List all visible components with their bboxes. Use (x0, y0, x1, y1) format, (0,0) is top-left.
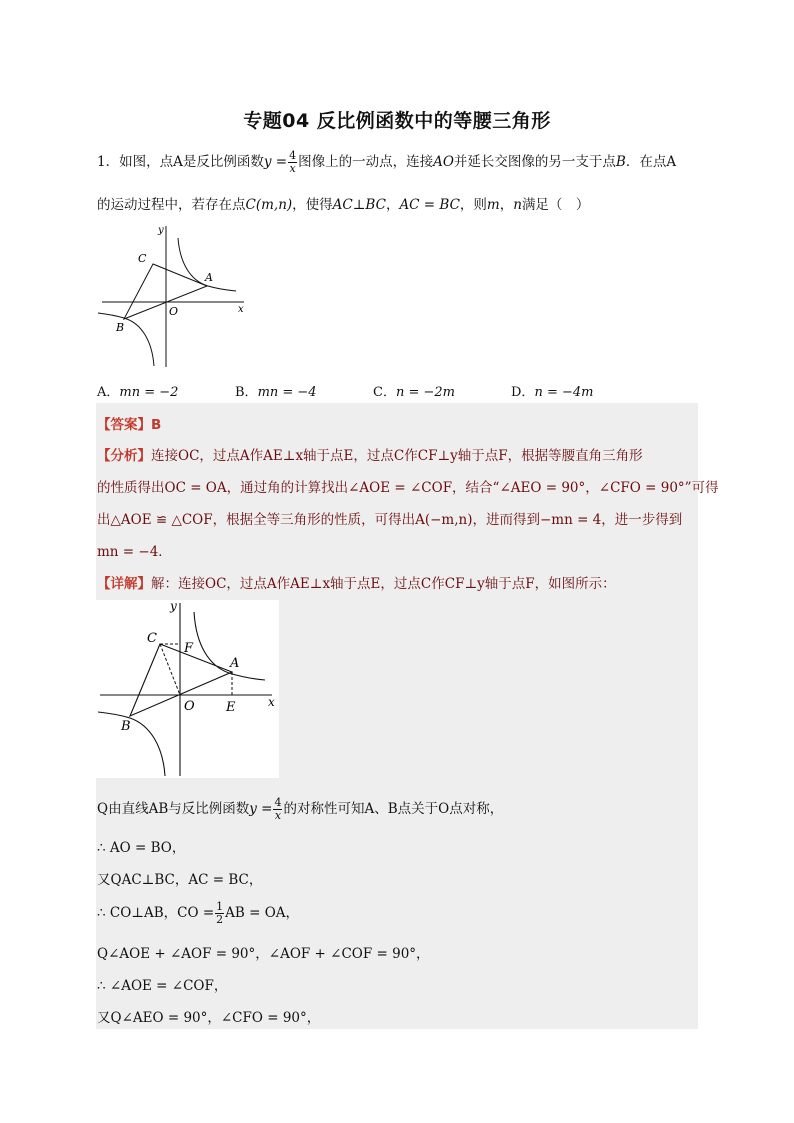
analysis-line-4: mn = −4． (97, 544, 172, 560)
axis-label-x: x (238, 304, 244, 315)
page-title: 专题04 反比例函数中的等腰三角形 (243, 110, 551, 132)
label-C: C (138, 252, 147, 265)
variable: m (486, 197, 500, 213)
step-4: ∴ CO⊥AB，CO = $\frac{1}{2}$ AB = OA， (97, 900, 300, 926)
analysis-line-2: 的性质得出OC = OA，通过角的计算找出∠AOE = ∠COF，结合“∠AEO = 90°，∠CFO = 90°”可得 (97, 480, 719, 496)
choice-b[interactable]: B．mn = −4 (235, 385, 317, 400)
axis-label-y: y (158, 225, 164, 236)
choice-a[interactable]: A．mn = −2 (97, 385, 179, 400)
question-text: 图像上的一动点，连接 (298, 154, 434, 170)
label-E: E (226, 700, 236, 715)
condition: AC⊥BC (332, 197, 386, 213)
detail-line-1 (97, 572, 616, 592)
answer-value: B (151, 417, 162, 433)
axis-label-x: x (268, 695, 275, 709)
label-B: B (116, 321, 125, 334)
question-text: ， (499, 197, 514, 213)
point-label: C(m,n) (245, 197, 293, 213)
hyperbola-branch (98, 712, 165, 776)
segment-OC (160, 644, 180, 695)
question-text: ，使得 (292, 197, 333, 213)
axis-label-y: y (170, 600, 177, 613)
analysis-text: 连接OC，过点A作AE⊥x轴于点E，过点C作CF⊥y轴于点F，根据等腰直角三角形 (151, 448, 643, 464)
label-C: C (147, 631, 157, 646)
step-3: 又QAC⊥BC，AC = BC， (97, 872, 263, 888)
question-line-2 (97, 193, 589, 213)
fraction: $\frac{4}{x}$ (289, 149, 297, 175)
question-text: 并延长交图像的另一支于点 (453, 154, 616, 170)
question-text: 满足（ ） (521, 197, 590, 213)
step-5: Q∠AOE + ∠AOF = 90°，∠AOF + ∠COF = 90°， (97, 946, 430, 962)
triangle-ABC (130, 644, 232, 716)
label-B: B (121, 719, 131, 734)
step-1: Q由直线AB与反比例函数y = $\frac{4}{x}$ 的对称性可知A、B点关于O点对称， (97, 796, 504, 822)
step-2: ∴ AO = BO， (97, 840, 186, 856)
step-7: 又Q∠AEO = 90°，∠CFO = 90°， (97, 1010, 321, 1026)
detail-text: 解：连接OC，过点A作AE⊥x轴于点E，过点C作CF⊥y轴于点F，如图所示： (151, 576, 616, 592)
label-O: O (169, 305, 179, 318)
answer-line (97, 413, 161, 433)
answer-tag: 【答案】 (97, 417, 151, 433)
step-6: ∴ ∠AOE = ∠COF， (97, 978, 228, 994)
analysis-line-3: 出△AOE ≌ △COF，根据全等三角形的性质，可得出A(−m,n)，进而得到−mn = 4，进一步得到 (97, 512, 683, 528)
question-text: ．在点A (625, 154, 677, 170)
condition: AC = BC (399, 197, 460, 213)
fraction: $\frac{4}{x}$ (274, 796, 282, 822)
question-text: ，则 (459, 197, 487, 213)
segment-label: AO (433, 154, 454, 170)
function-label: y = (263, 154, 288, 170)
point-label: B (615, 154, 626, 170)
hyperbola-branch (98, 313, 154, 366)
analysis-line-1 (97, 444, 643, 464)
detail-tag: 【详解】 (97, 576, 151, 592)
question-text: 1．如图，点A是反比例函数 (97, 154, 264, 170)
label-O: O (184, 699, 195, 714)
variable: n (513, 197, 522, 213)
question-text: ， (385, 197, 400, 213)
choice-d[interactable]: D．n = −4m (511, 385, 594, 400)
question-line-1 (97, 150, 676, 175)
label-F: F (184, 641, 194, 656)
choice-c[interactable]: C．n = −2m (373, 385, 455, 400)
question-text: 的运动过程中，若存在点 (97, 197, 246, 213)
fraction: $\frac{1}{2}$ (216, 900, 224, 926)
question-figure (96, 224, 246, 369)
detail-figure (96, 600, 279, 778)
analysis-tag: 【分析】 (97, 448, 151, 464)
label-A: A (205, 271, 213, 284)
label-A: A (230, 656, 240, 671)
